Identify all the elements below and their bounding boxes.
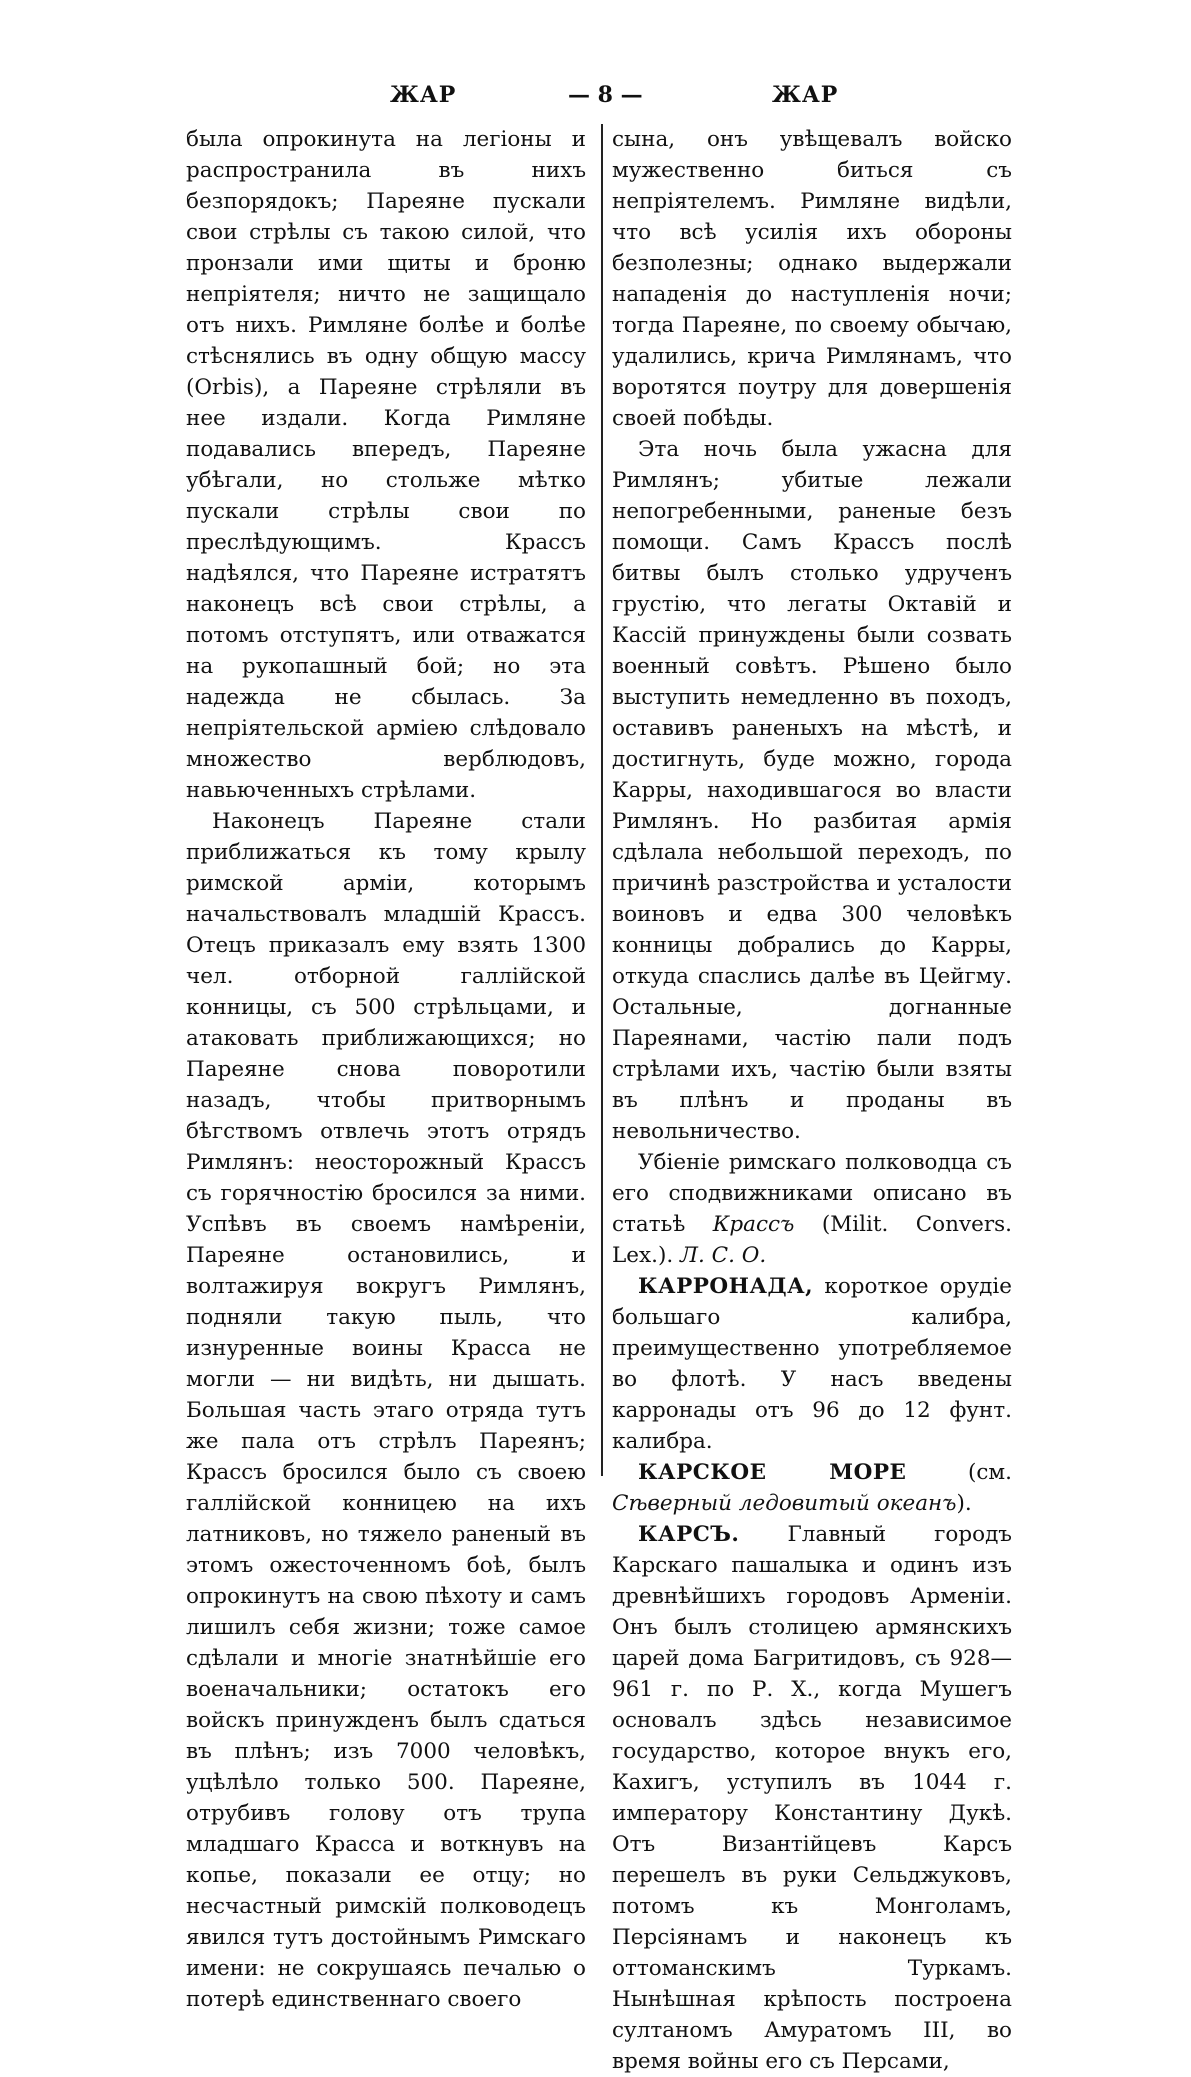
left-column — [186, 124, 586, 2015]
left-paragraph-2: Наконецъ Пареяне стали приближаться къ тому крылу римской арміи, которымъ начальствовалъ младшій Крассъ. Отецъ приказалъ ему взять 1300 чел. отборной галлійской конницы, съ 500 стрѣльцами, и атаковать приближающихся; но Пареяне снова поворотили назадъ, чтобы притворнымъ бѣгствомъ отвлечь этотъ отрядъ Римлянъ: неосторожный Крассъ съ горячностію бросился за ними. Успѣвъ въ своемъ намѣреніи, Пареяне остановились, и волтажируя вокругъ Римлянъ, подняли такую пыль, что изнуренные воины Красса не могли — ни видѣть, ни дышать. Большая часть этаго отряда тутъ же пала отъ стрѣлъ Пареянъ; Крассъ бросился было съ своею галлійской конницею на ихъ латниковъ, но тяжело раненый въ этомъ ожесточенномъ боѣ, былъ опрокинутъ на свою пѣхоту и самъ лишилъ себя жизни; тоже самое сдѣлали и многіе знатнѣйшіе его военачальники; остатокъ его войскъ принужденъ былъ сдаться въ плѣнъ; изъ 7000 человѣкъ, уцѣлѣло только 500. Пареяне, отрубивъ голову отъ трупа младшаго Красса и воткнувъ на копье, показали ее отцу; но несчастный римскій полководецъ явился тутъ достойнымъ Римскаго имени: не сокрушаясь печалью о потерѣ единственнаго своего — [186, 809, 586, 2012]
left-paragraph-1: была опрокинута на легіоны и распространила въ нихъ безпорядокъ; Пареяне пускали свои стрѣлы съ такою силой, что пронзали ими щиты и броню непріятеля; ничто не защищало отъ нихъ. Римляне болѣе и болѣе стѣснялись въ одну общую массу (Orbis), а Пареяне стрѣляли въ нее издали. Когда Римляне подавались впередъ, Пареяне убѣгали, но стольже мѣтко пускали стрѣлы свои по преслѣдующимъ. Крассъ надѣялся, что Пареяне истратятъ наконецъ всѣ свои стрѣлы, а потомъ отступятъ, или отважатся на рукопашный бой; но эта надежда не сбылась. За непріятельской арміею слѣдовало множество верблюдовъ, навьюченныхъ стрѣлами. — [186, 127, 586, 803]
column-divider — [601, 124, 603, 1476]
right-paragraph-2: Эта ночь была ужасна для Римлянъ; убитые лежали непогребенными, раненые безъ помощи. Самъ Крассъ послѣ битвы былъ столько удрученъ грустію, что легаты Октавій и Кассій принуждены были созвать военный совѣтъ. Рѣшено было выступить немедленно въ походъ, оставивъ раненыхъ на мѣстѣ, и достигнуть, буде можно, города Карры, находившагося во власти Римлянъ. Но разбитая армія сдѣлала небольшой переходъ, по причинѣ разстройства и усталости воиновъ и едва 300 человѣкъ конницы добрались до Карры, откуда спаслись далѣе въ Цейгму. Остальные, догнанные Пареянами, частію пали подъ стрѣлами ихъ, частію были взяты въ плѣнъ и проданы въ невольничество. — [612, 437, 1012, 1144]
entry-term: КАРРОНАДА, — [638, 1274, 814, 1299]
reference-text: Убіеніе римскаго полководца съ его сподвижниками описано въ статьѣ — [612, 1150, 1012, 1237]
entry-text: Главный городъ Карскаго пашалыка и одинъ изъ древнѣйшихъ городовъ Арменіи. Онъ былъ столицею армянскихъ царей дома Багритидовъ, съ 928—961 г. по Р. Х., когда Мушегъ основалъ здѣсь независимое государство, которое внукъ его, Кахигъ, уступилъ въ 1044 г. императору Константину Дукѣ. Отъ Византійцевъ Карсъ перешелъ въ руки Сельджуковъ, потомъ къ Монголамъ, Персіянамъ и наконецъ къ оттоманскимъ Туркамъ. Нынѣшная крѣпость построена султаномъ Амуратомъ III, во время войны его съ Персами, — [612, 1522, 1012, 2074]
right-paragraph-3 — [612, 1147, 1012, 1271]
entry-term: КАРСКОЕ МОРЕ — [638, 1460, 907, 1485]
entry-term: КАРСЪ. — [638, 1522, 740, 1547]
entry-close: ). — [956, 1491, 972, 1516]
right-paragraph-1: сына, онъ увѣщевалъ войско мужественно биться съ непріятелемъ. Римляне видѣли, что всѣ усилія ихъ обороны безполезны; однако выдержали нападенія до наступленія ночи; тогда Пареяне, по своему обычаю, удалились, крича Римлянамъ, что воротятся поутру для довершенія своей побѣды. — [612, 127, 1012, 431]
reference-article: Крассъ — [712, 1212, 795, 1237]
entry-text: короткое орудіе большаго калибра, преимущественно употребляемое во флотѣ. У насъ введены карронады отъ 96 до 12 фунт. калибра. — [612, 1274, 1012, 1454]
page-header — [0, 82, 1191, 122]
reference-source: (Milit. Convers. Lex.). — [612, 1212, 1012, 1268]
entry-see: (см. — [968, 1460, 1012, 1485]
page-number: — 8 — — [568, 82, 643, 108]
entry-cross-reference: Сѣверный ледовитый океанъ — [612, 1491, 957, 1516]
right-running-head: ЖАР — [772, 82, 839, 108]
entry-karskoe-more — [612, 1457, 1012, 1519]
entry-kars — [612, 1519, 1012, 2077]
right-column — [612, 124, 1012, 2077]
author-initials: Л. С. О. — [680, 1243, 767, 1268]
left-running-head: ЖАР — [390, 82, 457, 108]
entry-karronada — [612, 1271, 1012, 1457]
